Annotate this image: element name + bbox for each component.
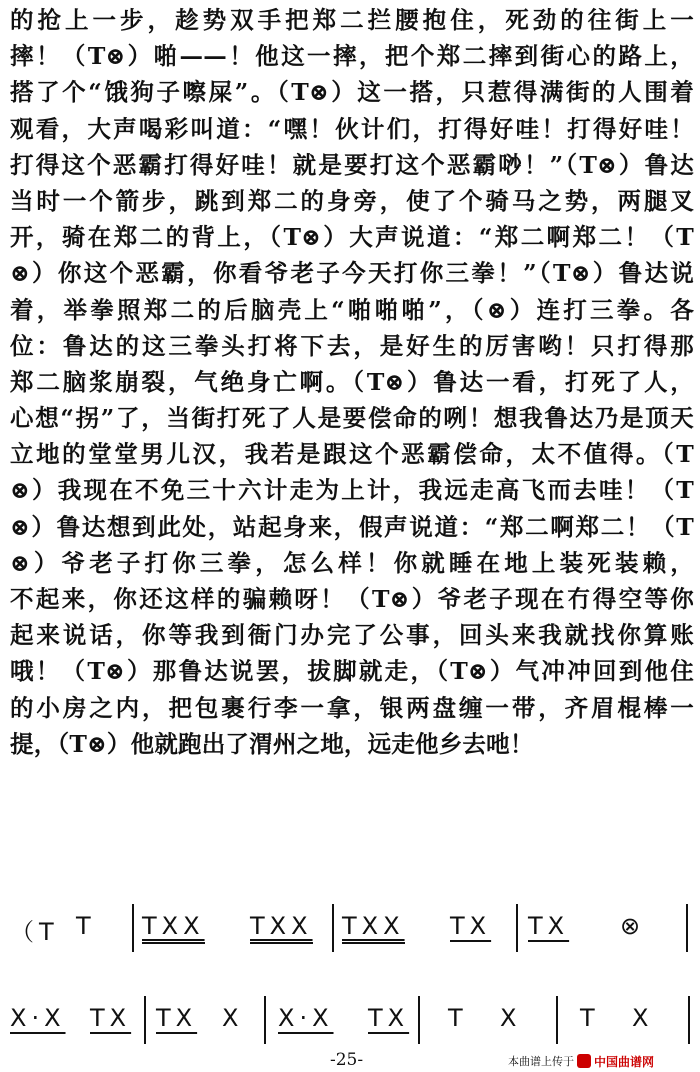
text-line: 的小房之内，把包裹行李一拿，银两盘缠一带，齐眉棍棒一: [10, 693, 694, 722]
score-note: TX: [450, 912, 492, 940]
text-line: ⊗）你这个恶霸，你看爷老子今天打你三拳！”（T⊗）鲁达说: [10, 259, 694, 288]
bar-line: [418, 996, 420, 1044]
text-line: 摔！（T⊗）啪——！他这一摔，把个郑二摔到街心的路上，: [10, 42, 694, 71]
score-note: X: [632, 1004, 654, 1032]
percussion-score: [0, 892, 700, 1052]
text-line: ⊗）鲁达想到此处，站起身来，假声说道：“郑二啊郑二！（T: [10, 512, 694, 541]
text-line: 的抢上一步，趁势双手把郑二拦腰抱住，死劲的往街上一: [10, 6, 694, 34]
lyrics-text: [10, 2, 694, 762]
text-line: 位：鲁达的这三拳头打将下去，是好生的厉害哟！只打得那: [10, 331, 694, 360]
upload-note: 本曲谱上传于: [508, 1055, 574, 1068]
bar-line: [144, 996, 146, 1044]
text-line: 开，骑在郑二的背上，（T⊗）大声说道：“郑二啊郑二！（T: [10, 223, 694, 252]
text-line: 心想“拐”了，当街打死了人是要偿命的咧！想我鲁达乃是顶天: [10, 404, 694, 433]
text-line: 哦！（T⊗）那鲁达说罢，拔脚就走，（T⊗）气冲冲回到他住: [10, 657, 694, 686]
bar-line: [132, 904, 134, 952]
score-note: TXX: [250, 912, 313, 944]
site-watermark: [508, 1052, 698, 1070]
score-note: X: [222, 1004, 244, 1032]
score-note: TX: [156, 1004, 198, 1032]
score-note: T: [448, 1004, 468, 1032]
text-line: 提，（T⊗）他就跑出了渭州之地，远走他乡去吔！: [10, 729, 534, 758]
text-line: ⊗）我现在不免三十六计走为上计，我远走高飞而去哇！（T: [10, 476, 694, 505]
bar-line: [516, 904, 518, 952]
score-row-1: [0, 904, 700, 964]
text-line: 不起来，你还这样的骗赖呀！（T⊗）爷老子现在冇得空等你: [10, 585, 694, 613]
site-logo-icon: [577, 1054, 591, 1068]
score-row-2: [0, 996, 700, 1056]
text-line: 打得这个恶霸打得好哇！就是要打这个恶霸唦！”（T⊗）鲁达: [10, 150, 694, 179]
page-number: -25-: [330, 1050, 364, 1070]
score-note: TXX: [142, 912, 205, 944]
text-line: 立地的堂堂男儿汉，我若是跟这个恶霸偿命，太不值得。（T: [10, 440, 694, 469]
score-note: T: [580, 1004, 600, 1032]
text-line: 郑二脑浆崩裂，气绝身亡啊。（T⊗）鲁达一看，打死了人，: [10, 367, 694, 396]
text-line: 观看，大声喝彩叫道：“嘿！伙计们，打得好哇！打得好哇！: [10, 114, 694, 143]
text-line: ⊗）爷老子打你三拳，怎么样！你就睡在地上装死装赖，: [10, 548, 694, 577]
site-name: 中国曲谱网: [594, 1054, 655, 1069]
bar-line: [556, 996, 558, 1044]
score-note: TXX: [342, 912, 405, 944]
score-note: TX: [90, 1004, 132, 1032]
text-line: 起来说话，你等我到衙门办完了公事，回头来我就找你算账: [10, 621, 694, 650]
text-line: 着，举拳照郑二的后脑壳上“啪啪啪”，（⊗）连打三拳。各: [10, 295, 694, 324]
bar-line: [264, 996, 266, 1044]
score-note: X·X: [10, 1004, 66, 1032]
score-note: ⊗: [620, 912, 646, 940]
text-line: 搭了个“饿狗子嚓屎”。（T⊗）这一搭，只惹得满街的人围着: [10, 78, 694, 107]
text-line: 当时一个箭步，跳到郑二的身旁，使了个骑马之势，两腿叉: [10, 186, 694, 215]
score-note: X·X: [278, 1004, 334, 1032]
bar-line: [332, 904, 334, 952]
score-note: X: [500, 1004, 522, 1032]
bar-line: [688, 996, 690, 1044]
score-note: （T: [10, 918, 59, 946]
score-note: T: [76, 912, 96, 940]
score-note: TX: [368, 1004, 410, 1032]
score-note: TX: [528, 912, 570, 940]
bar-line: [686, 904, 688, 952]
